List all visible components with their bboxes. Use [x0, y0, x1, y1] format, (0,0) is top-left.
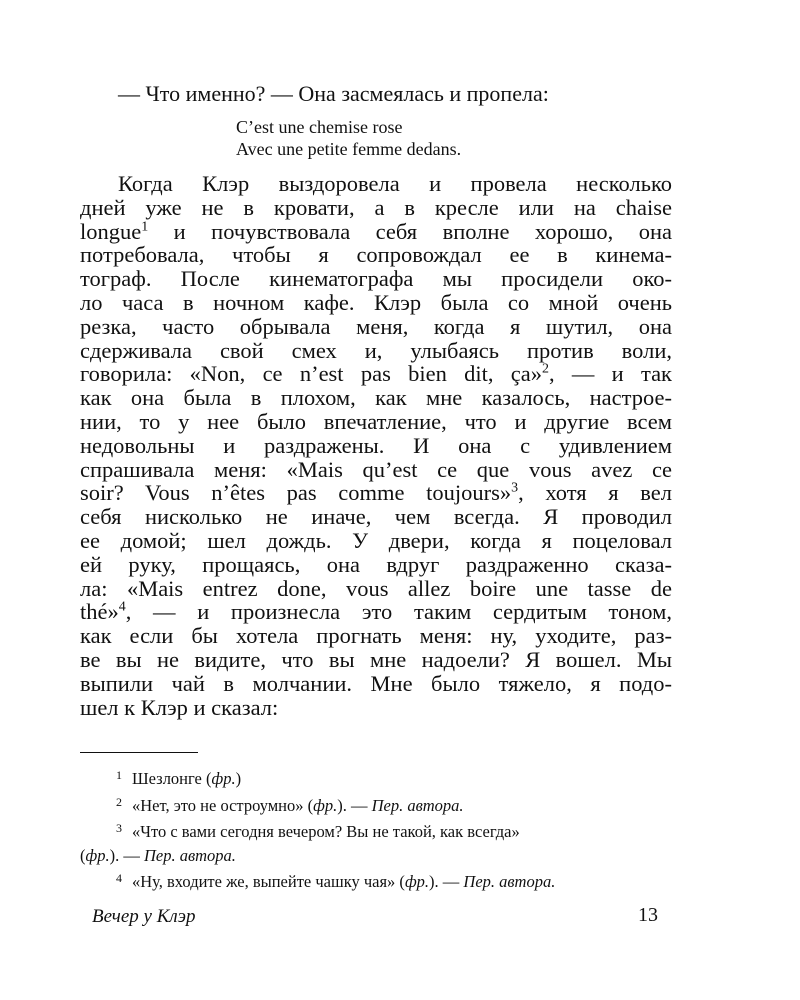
text-line: дней уже не в кровати, а в кресле или на chaise	[80, 194, 672, 220]
text-line: потребовала, чтобы я сопровождал ее в кинема-	[80, 242, 672, 268]
text-line: ве вы не видите, что вы мне надоели? Я вошел. Мы	[80, 646, 672, 672]
footnotes	[80, 764, 672, 894]
text-line: сдерживала свой смех и, улыбаясь против воли,	[80, 337, 672, 363]
footnote-2: 2 «Нет, это не остроумно» (фр.). — Пер. автора.	[80, 791, 672, 818]
text-line: Когда Клэр выздоровела и провела несколько	[118, 171, 672, 196]
text-line: шел к Клэр и сказал:	[80, 694, 279, 720]
footnote-ref[interactable]: 3	[511, 480, 519, 496]
text-line: спрашивала меня: «Mais qu’est ce que vous avez ce	[80, 456, 672, 482]
text-line: longue$^1$ и почувствовала себя вполне хорошо, она	[80, 218, 672, 244]
text-line: ее домой; шел дождь. У двери, когда я поцеловал	[80, 527, 672, 553]
text-line: тограф. После кинематографа мы просидели око-	[80, 266, 672, 292]
text-line: недовольны и раздражены. И она с удивлением	[80, 432, 672, 458]
footnote-ref[interactable]: 2	[542, 361, 549, 377]
text-line: ей руку, прощаясь, она вдруг раздраженно сказа-	[80, 551, 672, 577]
footnote-1: 1 Шезлонге (фр.)	[80, 764, 672, 791]
footnote-ref[interactable]: 1	[141, 219, 149, 235]
text-line: как она была в плохом, как мне казалось, настрое-	[80, 385, 672, 411]
text-line: как если бы хотела прогнать меня: ну, уходите, раз-	[80, 623, 672, 649]
footnote-separator	[80, 752, 198, 753]
text-line: нии, то у нее было впечатление, что и другие всем	[80, 408, 672, 434]
footnote-3-continuation: (фр.). — Пер. автора.	[80, 845, 236, 865]
page-number: 13	[638, 904, 658, 926]
french-verse	[236, 116, 461, 160]
footnote-3: 3 «Что с вами сегодня вечером? Вы не такой, как всегда»	[80, 817, 672, 844]
verse-line: C’est une chemise rose	[236, 117, 403, 137]
text-line: ло часа в ночном кафе. Клэр была со мной очень	[80, 289, 672, 315]
text-line: thé»$^4$, — и произнесла это таким сердитым тоном,	[80, 599, 672, 625]
main-paragraph	[80, 172, 672, 719]
footnote-number: 4	[116, 871, 122, 885]
text-line: soir? Vous n’êtes pas comme toujours»$^3$, хотя я вел	[80, 480, 672, 506]
text-line: говорила: «Non, ce n’est pas bien dit, ça»$^2$, — и так	[80, 361, 672, 387]
text-line: ла: «Mais entrez done, vous allez boire une tasse de	[80, 575, 672, 601]
footnote-number: 3	[116, 821, 122, 835]
footnote-number: 2	[116, 794, 122, 809]
verse-line: Avec une petite femme dedans.	[236, 139, 462, 159]
text-line: выпили чай в молчании. Мне было тяжело, я подо-	[80, 670, 672, 696]
running-title: Вечер у Клэр	[92, 906, 196, 927]
footnote-ref[interactable]: 4	[118, 599, 126, 615]
text-line: резка, часто обрывала меня, когда я шутил, она	[80, 313, 672, 339]
text-line: себя нисколько не иначе, чем всегда. Я проводил	[80, 504, 672, 530]
dialog-line: — Что именно? — Она засмеялась и пропела:	[118, 81, 549, 106]
footnote-4: 4 «Ну, входите же, выпейте чашку чая» (фр.). — Пер. автора.	[80, 867, 672, 894]
footnote-number: 1	[116, 768, 122, 782]
